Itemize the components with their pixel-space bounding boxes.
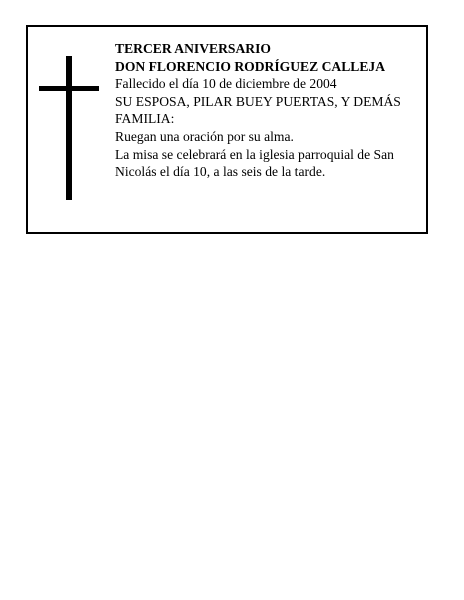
cross-horizontal-bar	[39, 86, 99, 91]
prayer-request: Ruegan una oración por su alma.	[115, 128, 294, 144]
cross-vertical-bar	[66, 56, 72, 200]
cross-icon	[39, 56, 99, 200]
death-date-line: Fallecido el día 10 de diciembre de 2004	[115, 76, 337, 92]
mass-details: La misa se celebrará en la iglesia parroquial de San Nicolás el día 10, a las seis de la tarde.	[115, 146, 394, 180]
obituary-notice	[26, 25, 428, 234]
family-line: SU ESPOSA, PILAR BUEY PUERTAS, Y DEMÁS FAMILIA:	[115, 93, 401, 127]
anniversary-heading: TERCER ANIVERSARIO	[115, 41, 271, 56]
deceased-name: DON FLORENCIO RODRÍGUEZ CALLEJA	[115, 58, 386, 74]
notice-text	[115, 40, 415, 181]
